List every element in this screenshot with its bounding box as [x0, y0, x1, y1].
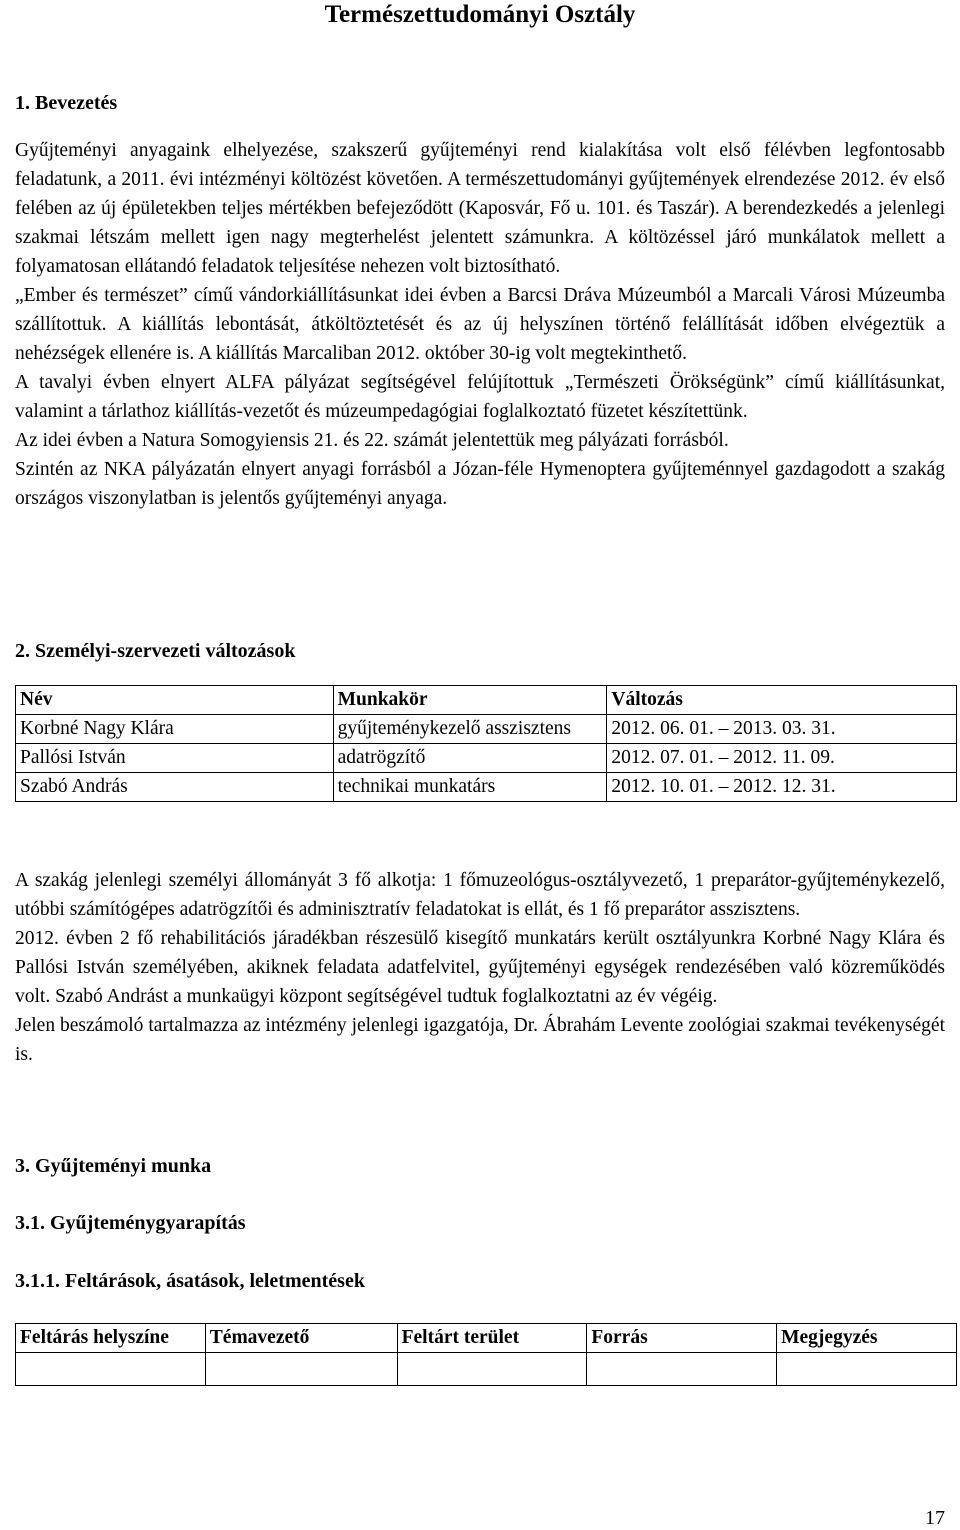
- paragraph: Szintén az NKA pályázatán elnyert anyagi forrásból a Józan-féle Hymenoptera gyűjteménnyel gazdagodott a szakág országos viszonylatban is jelentős gyűjteményi anyaga.: [15, 459, 945, 509]
- paragraph: Jelen beszámoló tartalmazza az intézmény jelenlegi igazgatója, Dr. Ábrahám Levente zoológiai szakmai tevékenységét is.: [15, 1015, 945, 1065]
- table-cell: [16, 1353, 206, 1386]
- section-3-1-1-heading: 3.1.1. Feltárások, ásatások, leletmentések: [15, 1270, 365, 1292]
- table-cell: 2012. 06. 01. – 2013. 03. 31.: [607, 715, 957, 744]
- table-header-cell: Megjegyzés: [777, 1324, 957, 1353]
- excavations-table: [15, 1323, 957, 1386]
- paragraph: A tavalyi évben elnyert ALFA pályázat segítségével felújítottuk „Természeti Örökségünk” című kiállításunkat, valamint a tárlathoz kiállítás-vezetőt és múzeumpedagógiai foglalkoztató füzetet készítettünk.: [15, 372, 945, 422]
- staff-table: [15, 685, 957, 802]
- section-1-body: [15, 136, 945, 513]
- table-header-row: [16, 1324, 957, 1353]
- table-cell: [777, 1353, 957, 1386]
- section-2-heading: 2. Személyi-szervezeti változások: [15, 640, 296, 662]
- table-cell: adatrögzítő: [333, 744, 607, 773]
- table-header-cell: Feltárt terület: [397, 1324, 587, 1353]
- paragraph: „Ember és természet” című vándorkiállításunkat idei évben a Barcsi Dráva Múzeumból a Marcali Városi Múzeumba szállítottuk. A kiállítás lebontását, átköltöztetését és az új helyszínen történő felállítását időben elvégeztük a nehézségek ellenére is. A kiállítás Marcaliban 2012. október 30-ig volt megtekinthető.: [15, 285, 945, 364]
- section-2-body: [15, 866, 945, 1069]
- table-row: [16, 744, 957, 773]
- table-row: [16, 773, 957, 802]
- table-header-cell: Témavezető: [205, 1324, 397, 1353]
- table-header-cell: Név: [16, 686, 334, 715]
- table-cell: 2012. 10. 01. – 2012. 12. 31.: [607, 773, 957, 802]
- table-row: [16, 1353, 957, 1386]
- table-cell: Korbné Nagy Klára: [16, 715, 334, 744]
- table-header-cell: Változás: [607, 686, 957, 715]
- table-cell: Pallósi István: [16, 744, 334, 773]
- table-cell: [205, 1353, 397, 1386]
- table-header-cell: Munkakör: [333, 686, 607, 715]
- paragraph: Az idei évben a Natura Somogyiensis 21. és 22. számát jelentettük meg pályázati forrásból.: [15, 430, 729, 451]
- section-1-heading: 1. Bevezetés: [15, 92, 118, 114]
- section-3-1-heading: 3.1. Gyűjteménygyarapítás: [15, 1212, 246, 1234]
- table-cell: [587, 1353, 777, 1386]
- paragraph: 2012. évben 2 fő rehabilitációs járadékban részesülő kisegítő munkatárs került osztályunkra Korbné Nagy Klára és Pallósi István személyében, akiknek feladata adatfelvitel, gyűjteményi egységek rendezésében való közreműködés volt. Szabó Andrást a munkaügyi központ segítségével tudtuk foglalkoztatni az év végéig.: [15, 928, 945, 1007]
- page-number: 17: [925, 1507, 945, 1529]
- table-row: [16, 715, 957, 744]
- table-header-cell: Feltárás helyszíne: [16, 1324, 206, 1353]
- page-title: Természettudományi Osztály: [324, 1, 636, 28]
- table-cell: gyűjteménykezelő asszisztens: [333, 715, 607, 744]
- table-header-cell: Forrás: [587, 1324, 777, 1353]
- table-cell: 2012. 07. 01. – 2012. 11. 09.: [607, 744, 957, 773]
- paragraph: Gyűjteményi anyagaink elhelyezése, szakszerű gyűjteményi rend kialakítása volt első félévben legfontosabb feladatunk, a 2011. évi intézményi költözést követően. A természettudományi gyűjtemények elrendezése 2012. év első felében az új épületekben teljes mértékben befejeződött (Kaposvár, Fő u. 101. és Taszár). A berendezkedés a jelenlegi szakmai létszám mellett igen nagy megterhelést jelentett számunkra. A költözéssel járó munkálatok mellett a folyamatosan ellátandó feladatok teljesítése nehezen volt biztosítható.: [15, 140, 945, 277]
- table-cell: technikai munkatárs: [333, 773, 607, 802]
- paragraph: A szakág jelenlegi személyi állományát 3 fő alkotja: 1 főmuzeológus-osztályvezető, 1 preparátor-gyűjteménykezelő, utóbbi számítógépes adatrögzítői és adminisztratív feladatokat is ellát, és 1 fő preparátor asszisztens.: [15, 870, 945, 920]
- table-header-row: [16, 686, 957, 715]
- table-cell: [397, 1353, 587, 1386]
- section-3-heading: 3. Gyűjteményi munka: [15, 1155, 212, 1177]
- table-cell: Szabó András: [16, 773, 334, 802]
